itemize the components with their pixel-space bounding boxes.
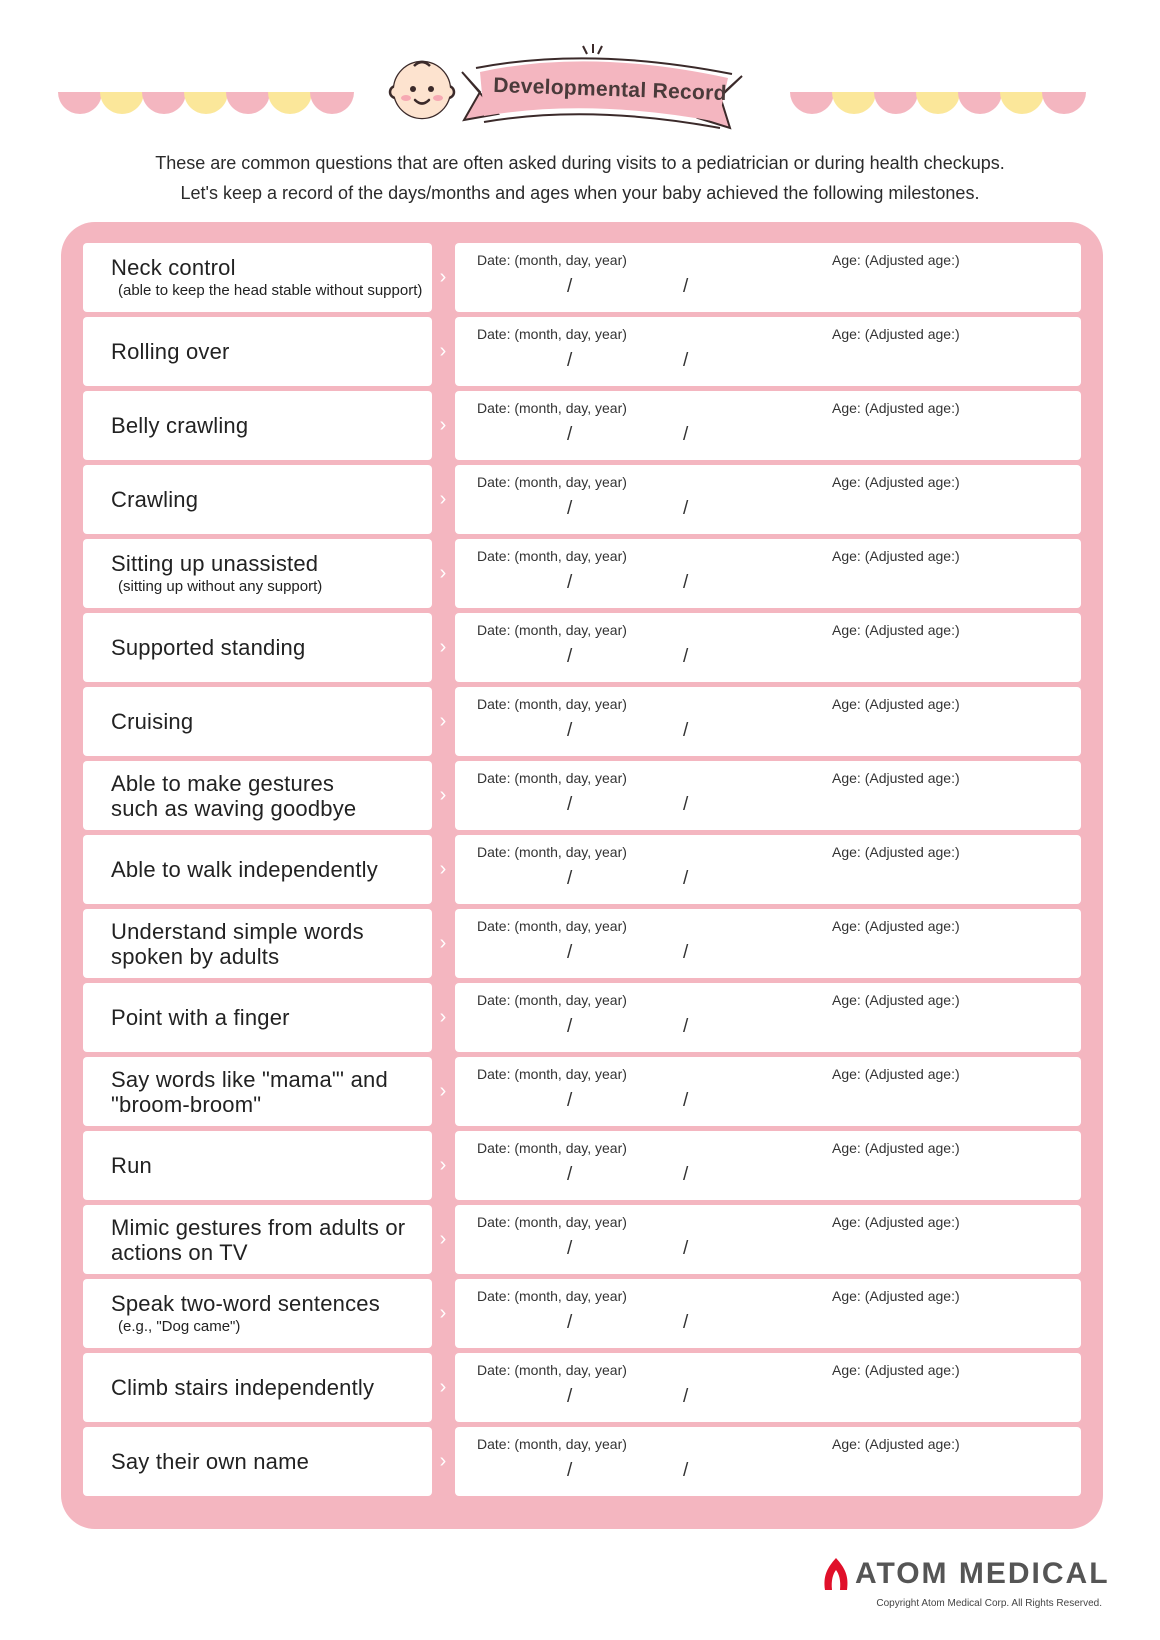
milestone-cell xyxy=(83,243,432,312)
date-separator: / xyxy=(683,1386,689,1407)
date-separator: / xyxy=(683,646,689,667)
chevron-right-icon: › xyxy=(439,562,447,584)
milestone-cell xyxy=(83,909,432,978)
milestone-cell xyxy=(83,761,432,830)
chevron-right-icon: › xyxy=(439,1302,447,1324)
milestone-cell xyxy=(83,1131,432,1200)
milestone-cell xyxy=(83,465,432,534)
record-cell[interactable] xyxy=(455,1131,1081,1200)
date-separator: / xyxy=(567,720,573,741)
date-separator: / xyxy=(567,1460,573,1481)
chevron-right-icon: › xyxy=(439,784,447,806)
date-separator: / xyxy=(567,942,573,963)
milestone-name: Say their own name xyxy=(111,1449,310,1474)
scallop-border-right xyxy=(790,92,1100,116)
record-cell[interactable] xyxy=(455,835,1081,904)
chevron-right-icon: › xyxy=(439,710,447,732)
milestone-name: Neck control xyxy=(111,255,236,280)
date-separator: / xyxy=(683,572,689,593)
milestone-row xyxy=(83,909,1081,978)
date-separator: / xyxy=(567,572,573,593)
chevron-right-icon: › xyxy=(439,858,447,880)
record-cell[interactable] xyxy=(455,1353,1081,1422)
record-cell[interactable] xyxy=(455,243,1081,312)
date-label: Date: (month, day, year) xyxy=(477,1066,627,1082)
date-label: Date: (month, day, year) xyxy=(477,252,627,268)
record-cell[interactable] xyxy=(455,465,1081,534)
date-separator: / xyxy=(567,424,573,445)
intro-text xyxy=(0,148,1160,208)
chevron-right-icon: › xyxy=(439,488,447,510)
record-cell[interactable] xyxy=(455,983,1081,1052)
milestone-cell xyxy=(83,1353,432,1422)
date-separator: / xyxy=(683,350,689,371)
milestone-row xyxy=(83,1279,1081,1348)
date-separator: / xyxy=(567,1016,573,1037)
chevron-right-icon: › xyxy=(439,1006,447,1028)
date-separator: / xyxy=(683,942,689,963)
date-separator: / xyxy=(683,276,689,297)
milestone-name: Say words like "mama"' and "broom-broom" xyxy=(111,1066,388,1117)
chevron-right-icon: › xyxy=(439,266,447,288)
date-separator: / xyxy=(683,868,689,889)
date-separator: / xyxy=(567,1238,573,1259)
milestone-cell xyxy=(83,317,432,386)
age-label: Age: (Adjusted age:) xyxy=(832,548,960,564)
date-separator: / xyxy=(567,276,573,297)
milestone-name: Cruising xyxy=(111,709,194,734)
date-separator: / xyxy=(567,1312,573,1333)
date-separator: / xyxy=(567,794,573,815)
milestone-row xyxy=(83,243,1081,312)
milestone-row xyxy=(83,391,1081,460)
milestone-cell xyxy=(83,613,432,682)
milestone-name: Climb stairs independently xyxy=(111,1375,375,1400)
atom-flame-icon xyxy=(823,1558,849,1590)
copyright-text: Copyright Atom Medical Corp. All Rights Reserved. xyxy=(876,1598,1102,1609)
date-separator: / xyxy=(683,1460,689,1481)
company-logo xyxy=(823,1556,1110,1592)
age-label: Age: (Adjusted age:) xyxy=(832,400,960,416)
record-cell[interactable] xyxy=(455,539,1081,608)
milestone-row xyxy=(83,1057,1081,1126)
record-cell[interactable] xyxy=(455,1205,1081,1274)
age-label: Age: (Adjusted age:) xyxy=(832,252,960,268)
date-separator: / xyxy=(683,1238,689,1259)
milestone-name: Run xyxy=(111,1153,152,1178)
record-cell[interactable] xyxy=(455,391,1081,460)
date-separator: / xyxy=(567,350,573,371)
record-cell[interactable] xyxy=(455,1427,1081,1496)
milestone-cell xyxy=(83,1427,432,1496)
milestone-note: (able to keep the head stable without support) xyxy=(118,282,423,299)
date-label: Date: (month, day, year) xyxy=(477,696,627,712)
record-cell[interactable] xyxy=(455,1057,1081,1126)
age-label: Age: (Adjusted age:) xyxy=(832,696,960,712)
milestone-name: Rolling over xyxy=(111,339,230,364)
age-label: Age: (Adjusted age:) xyxy=(832,1214,960,1230)
date-separator: / xyxy=(683,424,689,445)
date-separator: / xyxy=(683,720,689,741)
date-label: Date: (month, day, year) xyxy=(477,1140,627,1156)
chevron-right-icon: › xyxy=(439,1228,447,1250)
milestone-name: Mimic gestures from adults or actions on TV xyxy=(111,1214,406,1265)
milestone-row xyxy=(83,465,1081,534)
age-label: Age: (Adjusted age:) xyxy=(832,918,960,934)
date-separator: / xyxy=(567,868,573,889)
milestone-cell xyxy=(83,835,432,904)
date-label: Date: (month, day, year) xyxy=(477,1214,627,1230)
chevron-right-icon: › xyxy=(439,636,447,658)
chevron-right-icon: › xyxy=(439,414,447,436)
milestone-name: Speak two-word sentences xyxy=(111,1291,380,1316)
date-separator: / xyxy=(567,1164,573,1185)
record-cell[interactable] xyxy=(455,761,1081,830)
milestone-row xyxy=(83,1205,1081,1274)
milestone-note: (e.g., "Dog came") xyxy=(118,1318,241,1335)
scallop-border-left xyxy=(58,92,358,116)
chevron-right-icon: › xyxy=(439,1154,447,1176)
milestone-row xyxy=(83,1131,1081,1200)
milestone-name: Able to make gestures such as waving goodbye xyxy=(111,770,357,821)
milestone-cell xyxy=(83,687,432,756)
milestone-row xyxy=(83,613,1081,682)
logo-text: ATOM MEDICAL xyxy=(855,1557,1110,1590)
milestone-row xyxy=(83,1353,1081,1422)
intro-line-1: These are common questions that are often asked during visits to a pediatrician or during health checkups. xyxy=(155,153,1005,173)
age-label: Age: (Adjusted age:) xyxy=(832,1140,960,1156)
date-label: Date: (month, day, year) xyxy=(477,326,627,342)
record-cell[interactable] xyxy=(455,687,1081,756)
date-label: Date: (month, day, year) xyxy=(477,548,627,564)
page-title: Developmental Record xyxy=(492,73,728,106)
title-banner xyxy=(380,42,780,138)
date-separator: / xyxy=(567,1386,573,1407)
date-label: Date: (month, day, year) xyxy=(477,1288,627,1304)
chevron-right-icon: › xyxy=(439,1376,447,1398)
date-label: Date: (month, day, year) xyxy=(477,918,627,934)
date-separator: / xyxy=(683,1312,689,1333)
milestone-row xyxy=(83,835,1081,904)
milestone-name: Sitting up unassisted xyxy=(111,551,319,576)
age-label: Age: (Adjusted age:) xyxy=(832,622,960,638)
chevron-right-icon: › xyxy=(439,1450,447,1472)
date-separator: / xyxy=(683,794,689,815)
milestone-cell xyxy=(83,539,432,608)
age-label: Age: (Adjusted age:) xyxy=(832,1436,960,1452)
chevron-right-icon: › xyxy=(439,932,447,954)
age-label: Age: (Adjusted age:) xyxy=(832,844,960,860)
date-label: Date: (month, day, year) xyxy=(477,844,627,860)
age-label: Age: (Adjusted age:) xyxy=(832,1362,960,1378)
date-label: Date: (month, day, year) xyxy=(477,992,627,1008)
age-label: Age: (Adjusted age:) xyxy=(832,326,960,342)
date-separator: / xyxy=(567,498,573,519)
record-cell[interactable] xyxy=(455,1279,1081,1348)
age-label: Age: (Adjusted age:) xyxy=(832,474,960,490)
milestone-name: Crawling xyxy=(111,487,199,512)
chevron-right-icon: › xyxy=(439,340,447,362)
age-label: Age: (Adjusted age:) xyxy=(832,992,960,1008)
date-separator: / xyxy=(567,646,573,667)
milestone-cell xyxy=(83,391,432,460)
milestone-panel xyxy=(61,222,1103,1529)
milestone-name: Supported standing xyxy=(111,635,306,660)
date-separator: / xyxy=(683,1164,689,1185)
milestone-name: Able to walk independently xyxy=(111,857,378,882)
milestone-note: (sitting up without any support) xyxy=(118,578,323,595)
record-cell[interactable] xyxy=(455,909,1081,978)
date-label: Date: (month, day, year) xyxy=(477,1362,627,1378)
age-label: Age: (Adjusted age:) xyxy=(832,1066,960,1082)
milestone-cell xyxy=(83,983,432,1052)
date-label: Date: (month, day, year) xyxy=(477,622,627,638)
milestone-row xyxy=(83,761,1081,830)
date-label: Date: (month, day, year) xyxy=(477,770,627,786)
date-label: Date: (month, day, year) xyxy=(477,400,627,416)
milestone-row xyxy=(83,1427,1081,1496)
baby-face-icon xyxy=(390,62,454,118)
age-label: Age: (Adjusted age:) xyxy=(832,1288,960,1304)
sparkle-icon xyxy=(583,44,602,54)
date-separator: / xyxy=(683,1016,689,1037)
milestone-cell xyxy=(83,1279,432,1348)
milestone-name: Point with a finger xyxy=(111,1005,290,1030)
record-cell[interactable] xyxy=(455,613,1081,682)
age-label: Age: (Adjusted age:) xyxy=(832,770,960,786)
date-label: Date: (month, day, year) xyxy=(477,1436,627,1452)
intro-line-2: Let's keep a record of the days/months and ages when your baby achieved the following milestones. xyxy=(180,183,980,203)
milestone-name: Belly crawling xyxy=(111,413,249,438)
date-label: Date: (month, day, year) xyxy=(477,474,627,490)
chevron-right-icon: › xyxy=(439,1080,447,1102)
milestone-row xyxy=(83,317,1081,386)
milestone-row xyxy=(83,983,1081,1052)
date-separator: / xyxy=(567,1090,573,1111)
milestone-row xyxy=(83,539,1081,608)
date-separator: / xyxy=(683,498,689,519)
milestone-name: Understand simple words spoken by adults xyxy=(111,918,364,969)
milestone-cell xyxy=(83,1057,432,1126)
milestone-cell xyxy=(83,1205,432,1274)
milestone-row xyxy=(83,687,1081,756)
record-cell[interactable] xyxy=(455,317,1081,386)
date-separator: / xyxy=(683,1090,689,1111)
